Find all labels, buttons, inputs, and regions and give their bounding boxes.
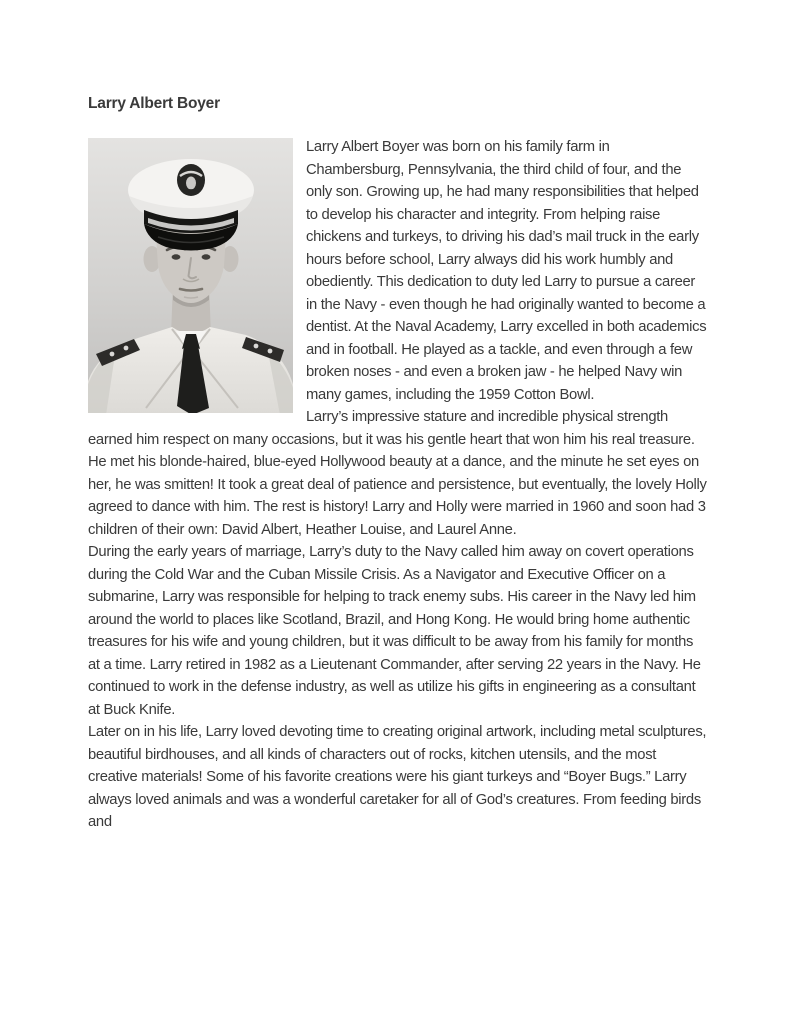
paragraph-3: During the early years of marriage, Larry’s duty to the Navy called him away on covert operations during the Cold War and the Cuban Missile Crisis. As a Navigator and Executive Officer on a submarine, Larry was responsible for helping to track enemy subs. His career in the Navy led him around the world to places like Scotland, Brazil, and Hong Kong. He would bring home authentic treasures for his wife and young children, but it was difficult to be away from his family for months at a time. Larry retired in 1982 as a Lieutenant Commander, after serving 22 years in the Navy. He continued to work in the defense industry, as well as utilize his gifts in engineering as a consultant at Buck Knife. [88, 544, 701, 718]
paragraph-4: Later on in his life, Larry loved devoting time to creating original artwork, including metal sculptures, beautiful birdhouses, and all kinds of characters out of rocks, kitchen utensils, and the most creative materials! Some of his favorite creations were his giant turkeys and “Boyer Bugs.” Larry always loved animals and was a wonderful caretaker for all of God’s creatures. From feeding birds and [88, 724, 707, 830]
portrait-illustration [88, 138, 293, 413]
portrait-photo [88, 138, 293, 413]
document-title: Larry Albert Boyer [88, 95, 220, 112]
paragraph-1: Larry Albert Boyer was born on his family farm in Chambersburg, Pennsylvania, the third child of four, and the only son. Growing up, he had many responsibilities that helped to develop his character and integrity. From helping raise chickens and turkeys, to driving his dad’s mail truck in the early hours before school, Larry always did his work humbly and obediently. This dedication to duty led Larry to pursue a career in the Navy - even though he had originally wanted to become a dentist. At the Naval Academy, Larry excelled in both academics and in football. He played as a tackle, and even through a few broken noses - and even a broken jaw - he helped Navy win many games, including the 1959 Cotton Bowl. [306, 139, 707, 403]
paragraph-2: Larry’s impressive stature and incredible physical strength earned him respect on many occasions, but it was his gentle heart that won him his real treasure. He met his blonde-haired, blue-eyed Hollywood beauty at a dance, and the minute he set eyes on her, he was smitten! It took a great deal of patience and persistence, but eventually, the lovely Holly agreed to dance with him. The rest is history! Larry and Holly were married in 1960 and soon had 3 children of their own: David Albert, Heather Louise, and Laurel Anne. [88, 409, 707, 538]
article-body [88, 136, 708, 834]
